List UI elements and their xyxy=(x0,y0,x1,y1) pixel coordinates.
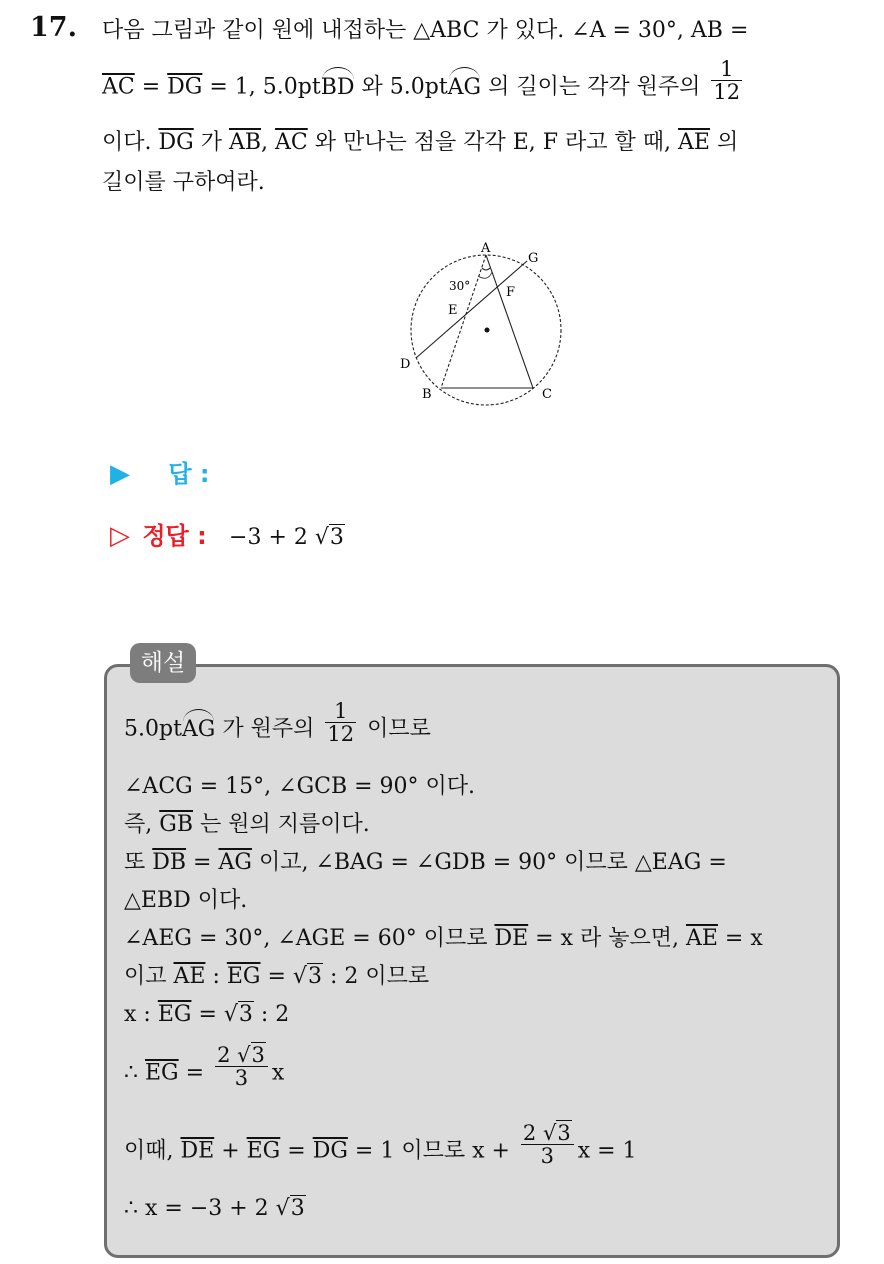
text: = xyxy=(186,850,219,875)
outline-arrow-icon: ▷ xyxy=(110,521,130,551)
segment-de: $\overline{DE}$ xyxy=(494,926,529,951)
text: = 1 이므로 x + xyxy=(347,1138,510,1164)
label-f: F xyxy=(506,285,516,300)
text: 의 xyxy=(710,130,739,155)
arc-ag: AG xyxy=(182,715,215,745)
angle-30-arc xyxy=(478,272,492,278)
correct-answer-value: −3 + 2 √3 xyxy=(229,525,344,550)
solution-line-1 xyxy=(124,699,431,747)
segment-ag: $\overline{AG}$ xyxy=(218,850,252,875)
fraction-numerator: 1 xyxy=(325,700,356,723)
question-line-1 xyxy=(102,16,748,46)
text: 는 원의 지름이다. xyxy=(193,812,370,837)
text: 2 xyxy=(522,1121,537,1145)
text: = xyxy=(260,964,293,989)
text: 또 xyxy=(124,850,153,875)
solution-line-5: △EBD 이다. xyxy=(124,888,248,913)
text: x xyxy=(271,1060,285,1086)
question-line-3 xyxy=(102,128,738,158)
text: : 2 이므로 xyxy=(322,964,430,989)
question-text-4: 길이를 구하여라. xyxy=(102,170,265,195)
radicand: 3 xyxy=(557,1121,571,1145)
angle-a-arc xyxy=(482,268,490,270)
circle-center-dot xyxy=(485,328,490,333)
geometry-figure xyxy=(396,234,576,414)
segment-ac: $\overline{AC}$ xyxy=(102,74,135,100)
text: : 2 xyxy=(253,1002,290,1027)
segment-eg: $\overline{EG}$ xyxy=(157,1002,192,1027)
segment-ae: $\overline{AE}$ xyxy=(678,130,710,155)
radicand: 3 xyxy=(307,964,322,989)
solution-line-3 xyxy=(124,810,370,840)
label-e: E xyxy=(448,303,458,318)
radicand: 3 xyxy=(329,525,344,550)
segment-eg: $\overline{EG}$ xyxy=(226,964,261,989)
radicand: 3 xyxy=(238,1002,253,1027)
fraction-2root3-over-3 xyxy=(215,1044,268,1089)
fraction-1-12 xyxy=(711,58,742,103)
radicand: 3 xyxy=(290,1196,305,1221)
text: = xyxy=(134,74,168,100)
fraction-denominator: 3 xyxy=(540,1144,554,1169)
solution-line-10 xyxy=(124,1121,637,1169)
fraction-denominator: 12 xyxy=(713,80,741,105)
text: = xyxy=(191,1002,224,1027)
text: = x 라 놓으면, xyxy=(528,926,686,951)
label-a: A xyxy=(481,241,491,256)
segment-db: $\overline{DB}$ xyxy=(152,850,187,875)
label-d: D xyxy=(400,357,411,372)
segment-dg-line xyxy=(416,261,527,358)
segment-ae: $\overline{AE}$ xyxy=(685,926,718,951)
solution-line-11: ∴ x = −3 + 2 √3 xyxy=(124,1196,305,1221)
text: : xyxy=(205,964,227,989)
segment-ab-line xyxy=(441,255,486,388)
fraction-numerator: 2 √3 xyxy=(215,1044,268,1067)
label-c: C xyxy=(542,387,552,402)
segment-dg: $\overline{DG}$ xyxy=(167,74,203,100)
play-arrow-icon: ▶ xyxy=(110,459,130,489)
fraction-numerator: 1 xyxy=(711,58,742,81)
segment-ac: $\overline{AC}$ xyxy=(275,130,308,155)
solution-tag: 해설 xyxy=(130,643,196,683)
solution-line-4 xyxy=(124,848,727,878)
text: = xyxy=(178,1060,212,1086)
text: 와 5.0pt xyxy=(354,74,448,100)
solution-line-6 xyxy=(124,924,763,954)
text: x : xyxy=(124,1002,158,1027)
text: 의 길이는 각각 원주의 xyxy=(481,74,701,100)
segment-eg: $\overline{EG}$ xyxy=(246,1138,281,1164)
text: 5.0pt xyxy=(124,716,182,742)
text: = xyxy=(280,1138,313,1164)
text: ∠AEG = 30°, ∠AGE = 60° 이므로 xyxy=(124,926,495,951)
label-b: B xyxy=(422,387,432,402)
text: = 1, 5.0pt xyxy=(202,74,321,100)
solution-line-8: x : $\overline{EG} = √3$ : 2 xyxy=(124,1002,290,1027)
segment-eg: $\overline{EG}$ xyxy=(145,1060,179,1086)
text: 가 xyxy=(193,130,229,155)
answer-label: 답 : xyxy=(168,460,210,488)
segment-ac-line xyxy=(486,255,533,388)
fraction-denominator: 3 xyxy=(234,1066,249,1091)
text: 이때, xyxy=(124,1138,181,1164)
segment-dg: $\overline{DG}$ xyxy=(312,1138,348,1164)
segment-gb: $\overline{GB}$ xyxy=(159,812,193,837)
question-text-1: 다음 그림과 같이 원에 내접하는 △ABC 가 있다. ∠A = 30°, AB = xyxy=(102,18,749,43)
angle-30-label: 30° xyxy=(449,279,471,293)
question-line-2 xyxy=(102,57,746,105)
fraction-denominator: 12 xyxy=(327,722,355,747)
fraction-numerator: 2 √3 xyxy=(521,1122,574,1145)
text: −3 + 2 xyxy=(229,525,308,550)
question-line-4 xyxy=(102,168,265,198)
segment-dg: $\overline{DG}$ xyxy=(158,130,194,155)
radicand: 3 xyxy=(251,1043,265,1067)
correct-answer-label: 정답 : xyxy=(142,522,207,550)
text: 이고, ∠BAG = ∠GDB = 90° 이므로 △EAG = xyxy=(251,850,727,875)
answer-row xyxy=(110,454,210,489)
segment-de: $\overline{DE}$ xyxy=(180,1138,215,1164)
fraction-1-12 xyxy=(325,700,356,745)
text: 이므로 xyxy=(360,716,431,742)
text: x = 1 xyxy=(577,1138,637,1164)
arc-bd: BD xyxy=(321,73,355,103)
segment-ae: $\overline{AE}$ xyxy=(173,964,206,989)
text: 이고 xyxy=(124,964,174,989)
correct-answer-row xyxy=(110,516,345,551)
text: 와 만나는 점을 각각 E, F 라고 할 때, xyxy=(307,130,679,155)
text: 가 원주의 xyxy=(215,716,315,742)
label-g: G xyxy=(528,251,539,266)
arc-ag: AG xyxy=(448,73,481,103)
text: 즉, xyxy=(124,812,160,837)
text: 이다. xyxy=(102,130,159,155)
text: + xyxy=(214,1138,247,1164)
solution-box xyxy=(104,664,840,1258)
text: ∴ xyxy=(124,1060,145,1086)
text: ∴ x = −3 + 2 xyxy=(124,1196,269,1221)
text: 2 xyxy=(217,1043,231,1067)
fraction-2root3-over-3 xyxy=(521,1122,574,1167)
text: = x xyxy=(717,926,763,951)
solution-line-2: ∠ACG = 15°, ∠GCB = 90° 이다. xyxy=(124,774,476,799)
segment-ab: $\overline{AB}$ xyxy=(228,130,262,155)
question-number: 17. xyxy=(30,12,77,43)
text: , xyxy=(261,130,276,155)
solution-line-7: 이고 $\overline{AE}$ : $\overline{EG} = √3$ : 2 이므로 xyxy=(124,964,430,989)
solution-line-9 xyxy=(124,1043,285,1091)
